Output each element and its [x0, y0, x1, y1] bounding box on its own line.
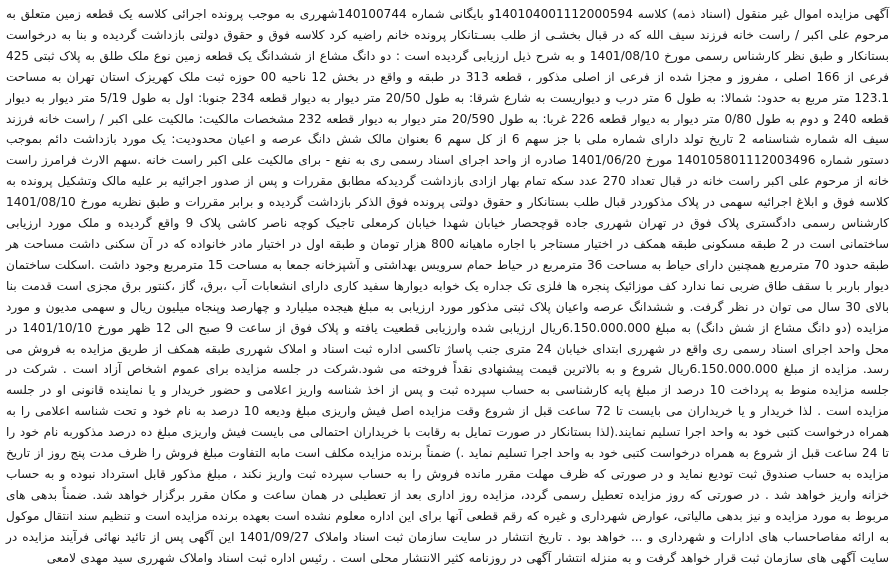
auction-notice-text: آگهی مزایده اموال غیر منقول (اسناد ذمه) کلاسه 140104001112000594و بایگانی شماره 140100744شهرری به موجب پرونده اجرائی کلاسه یک قطعه زمین متعلق به مرحوم علی اکبر / راست خانه فرزند سیف الله که در قبال بخشـی از طلب بسـتانکار پرونده خانم راضیه کرد کلاسه فوق و حقوق دولتی بازداشت گردیده و بنا به درخواست بستانکار و طبق نظر کارشناس رسمی مورخ 1401/08/10 و به شرح ذیل ارزیابی گردیده است : دو دانگ مشاع از ششدانگ یک قطعه زمین نوع ملک طلق به پلاک ثبتی 425 فرعی از 166 اصلی ، مفروز و مجزا شده از فرعی از اصلی مذکور ، قطعه 313 در طبقه و واقع در بخش 12 ناحیه 00 حوزه ثبت ملک کهریزک استان تهران به مساحت 123.1 متر مربع به حدود: شمالا: به طول 6 متر درب و دیواریست به شارع شرقا: به طول 20/50 متر دیوار به دیوار قطعه 234 جنوبا: اول به طول 5/19 متر دیوار به دیوار قطعه 240 و دوم به طول 0/80 متر دیوار به دیوار قطعه 226 غربا: به طول 20/590 متر دیوار به دیوار قطعه 232 مشخصات مالکیت: مالکیت علی اکبر / راست خانه فرزند سیف اله شماره شناسنامه 2 تاریخ تولد دارای شماره ملی با جز سهم 6 از کل سهم 6 بعنوان مالک شش دانگ عرصه و اعیان محدودیت: یک مورد بازداشت دائم بموجب دستور شماره 140105801112003496 مورخ 1401/06/20 صادره از واحد اجرای اسناد رسمی ری به نفع - برای مالکیت علی اکبر راست خانه .سهم الارث فرامرز راست خانه از مرحوم علی اکبر راست خانه در قبال تعداد 270 عدد سکه تمام بهار ازادی بازداشت گردیدکه مطابق مقررات و پس از صدور اجرائیه بر علیه مالک وتشکیل پرونده به کلاسه فوق و ابلاغ اجرائیه سهمی در پلاک مذکوردر قبال طلب بستانکار و حقوق دولتی پرونده فوق الذکر بازداشت گردیده و برابر مقررات و طبق نظریه مورخ 1401/08/10 کارشناس رسمی دادگستری پلاک فوق در تهران شهرری جاده قوچحصار خیابان شهدا خیابان کرمعلی تاجیک کوچه ناصر کاشی پلاک 9 واقع گردیده و ملک مورد ارزیابی ساختمانی است در 2 طبقه مسکونی طبقه همکف در اختیار مستاجر با اجاره ماهیانه 800 هزار تومان و طبقه اول در اختیار مادر خانواده که در آن سکنی داشت مساحت هر طبقه حدود 70 مترمربع همچنین دارای حیاط به مساحت 36 مترمربع در حیاط حمام سرویس بهداشتی و آشپزخانه جمعا به مساحت 15 مترمربع وجود داشت .اسکلت ساختمان دیوار باربر با سقف طاق ضربی نما ندارد کف موزائیک پنجره ها فلزی تک جداره یک خوابه دیوارها سفید کاری دارای انشعابات آب ،برق، گاز ،کنتور برق مجزی است قدمت بنا بالای 30 سال می توان در نظر گرفت. و ششدانگ عرصه واعیان پلاک ثبتی مذکور مورد ارزیابی به مبلغ هیجده میلیارد و چهارصد وپنجاه میلیون ریال و سهمی مدیون و مورد مزایده (دو دانگ مشاع از شش دانگ) به مبلغ 6.150.000.000ریال ارزیابی شده وارزیابی قطعیت یافته و پلاک فوق از ساعت 9 صبح الی 12 ظهر مورخ 1401/10/10 در محل واحد اجرای اسناد رسمی ری واقع در شهرری ابتدای خیابان 24 متری جنب پاساژ تاکسی اداره ثبت اسناد و املاک شهرری طبقه همکف از طریق مزایده به فروش می رسد. مزایده از مبلغ 6.150.000.000ریال شروع و به بالاترین قیمت پیشنهادی نقداً فروخته می شود.شرکت در جلسه مزایده برای عموم اشخاص آزاد است . شرکت در جلسه مزایده منوط به پرداخت 10 درصد از مبلغ پایه کارشناسی به حساب سپرده ثبت و پس از اخذ شناسه واریز اعلامی و حضور خریدار و یا نماینده قانونی او در جلسه مزایده است . لذا خریدار و یا خریداران می بایست تا 72 ساعت قبل از شروع وقت مزایده اصل فیش واریزی مبلغ ودیعه 10 درصد به نام خود و تحت شناسه اعلامی را به همراه درخواست کتبی خود به واحد اجرا تسلیم نمایند.(لذا بستانکار در صورت تمایل به رقابت با خریداران احتمالی می بایست فیش واریزی مبلغ ده درصد مذکوربه نام خود را تا 24 ساعت قبل از شروع به همراه درخواست کتبی خود به واحد اجرا تسلیم نماید .) ضمناً برنده مزایده مکلف است مابه التفاوت مبلغ فروش را ظرف مدت پنج روز از تاریخ مزایده به حساب صندوق ثبت تودیع نماید و در صورتی که ظرف مهلت مقرر مانده فروش را به حساب سپرده ثبت واریز نکند ، مبلغ مذکور قابل استرداد نبوده و به حساب خزانه واریز خواهد شد . در صورتی که روز مزایده تعطیل رسمی گردد، مزایده روز اداری بعد از تعطیلی در همان ساعت و مکان مقرر برگزار خواهد شد. ضمناً بدهی های مربوط به مورد مزایده و نیز بدهی مالیاتی، عوارض شهرداری و غیره که رقم قطعی آنها برای این اداره معلوم نشده است بعهده برنده مزایده است و تنظیم سند انتقال موکول به ارائه مفاصاحساب های ادارات و شهرداری و ... خواهد بود . تاریخ انتشار در سایت سازمان ثبت اسناد واملاک 1401/09/27 این آگهی پس از تائید نهائی فرآیند مزایده در سایت آگهی های سازمان ثبت قرار خواهد گرفت و به منزله انتشار آگهی در روزنامه کثیر الانتشار محلی است . رئیس اداره ثبت اسناد واملاک شهرری سید مهدی لامعی	[6, 7, 890, 565]
